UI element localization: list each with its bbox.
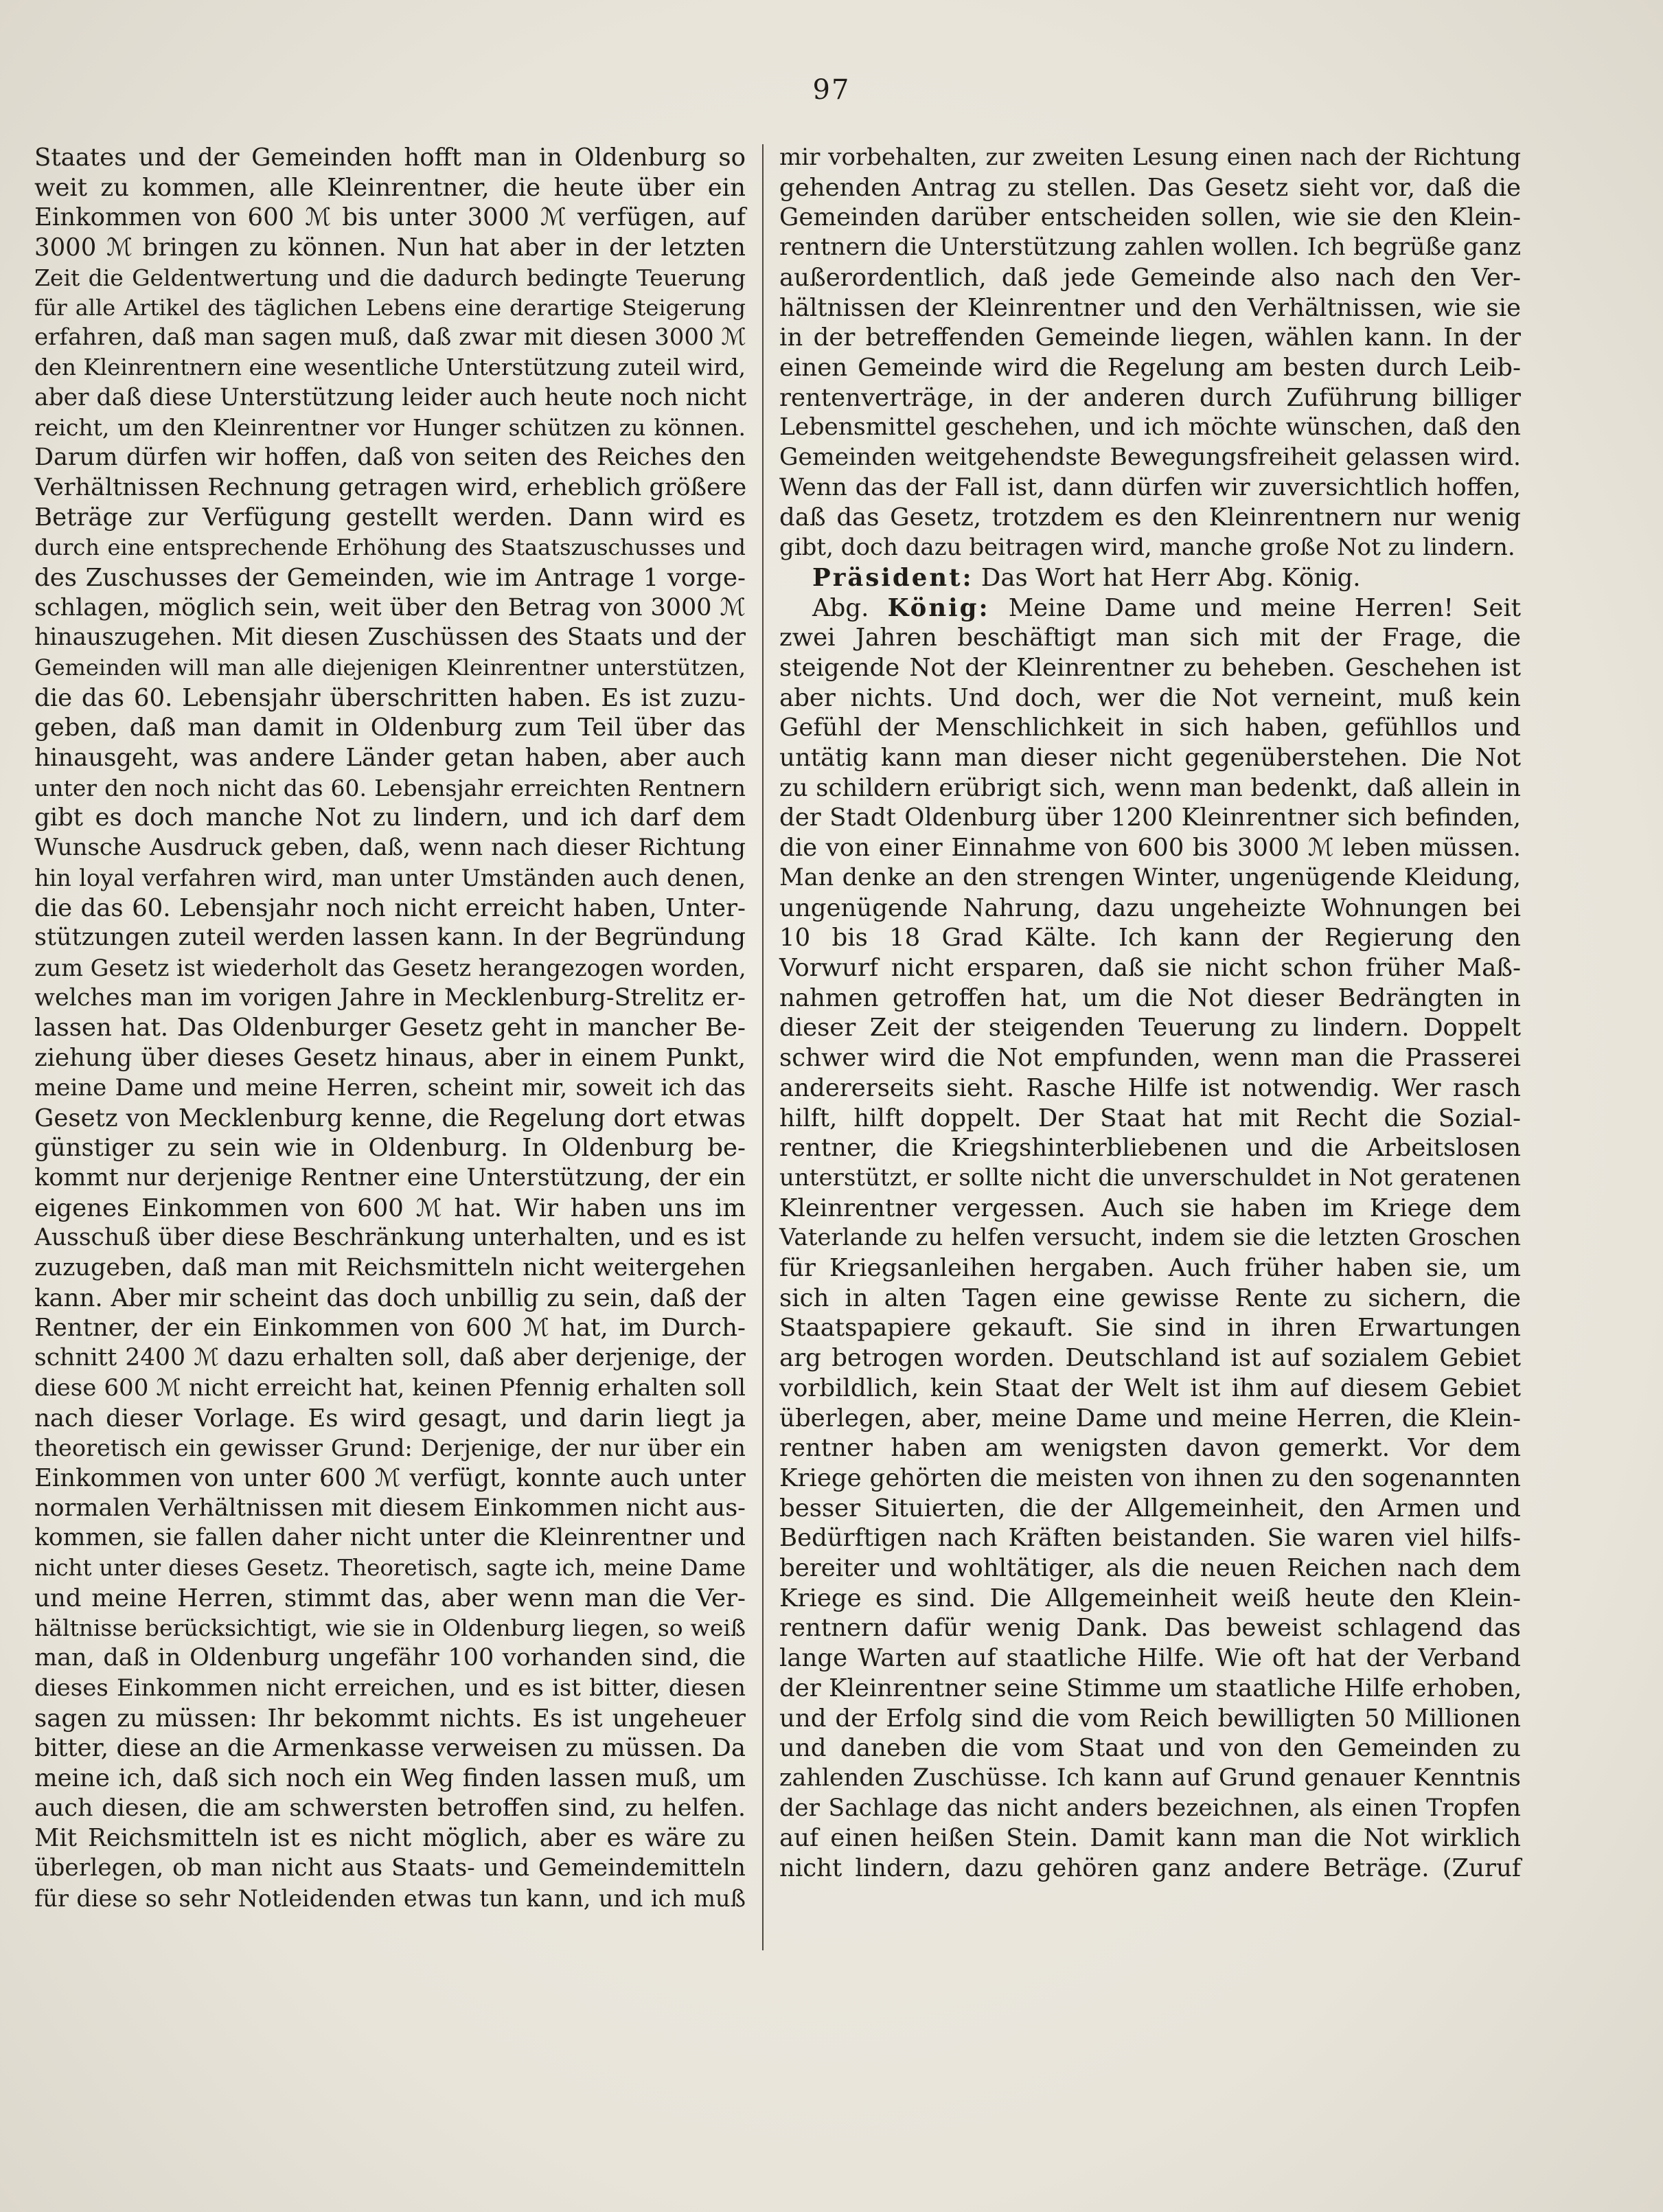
text-line: Einkommen von 600 ℳ bis unter 3000 ℳ verfügen, auf <box>34 203 746 232</box>
text-line: Darum dürfen wir hoffen, daß von seiten des Reiches den <box>34 444 746 472</box>
text-line: welches man im vorigen Jahre in Mecklenburg-Strelitz er- <box>34 983 746 1012</box>
text-line: untätig kann man dieser nicht gegenüberstehen. Die Not <box>779 744 1521 773</box>
text-line: ziehung über dieses Gesetz hinaus, aber in einem Punkt, <box>34 1044 746 1073</box>
text-line: nach dieser Vorlage. Es wird gesagt, und darin liegt ja <box>34 1404 746 1433</box>
text-line: für diese so sehr Notleidenden etwas tun kann, und ich muß <box>34 1884 746 1912</box>
text-line: der Sachlage das nicht anders bezeichnen, als einen Tropfen <box>779 1794 1521 1822</box>
text-line: schwer wird die Not empfunden, wenn man die Prasserei <box>779 1044 1521 1073</box>
text-line: hältnisse berücksichtigt, wie sie in Oldenburg liegen, so weiß <box>34 1615 746 1642</box>
text-line: kann. Aber mir scheint das doch unbillig zu sein, daß der <box>34 1284 746 1312</box>
text-line: lange Warten auf staatliche Hilfe. Wie oft hat der Verband <box>779 1644 1521 1673</box>
text-line: unter den noch nicht das 60. Lebensjahr erreichten Rentnern <box>34 774 746 801</box>
text-line: und der Erfolg sind die vom Reich bewilligten 50 Millionen <box>779 1704 1521 1733</box>
text-line: rentner haben am wenigsten davon gemerkt. Vor dem <box>779 1434 1521 1463</box>
text-line: meine Dame und meine Herren, scheint mir, soweit ich das <box>34 1073 746 1102</box>
text-line: weit zu kommen, alle Kleinrentner, die heute über ein <box>34 173 746 202</box>
left-column <box>34 143 746 1913</box>
text-line: für Kriegsanleihen hergaben. Auch früher haben sie, um <box>779 1254 1521 1283</box>
text-line: steigende Not der Kleinrentner zu beheben. Geschehen ist <box>779 653 1521 682</box>
column-divider <box>762 144 764 1950</box>
text-line: überlegen, ob man nicht aus Staats- und Gemeindemitteln <box>34 1854 746 1882</box>
speaker-president: Präsident: <box>812 563 974 592</box>
text-line: Gefühl der Menschlichkeit in sich haben, gefühllos und <box>779 714 1521 742</box>
text-line: Lebensmittel geschehen, und ich möchte wünschen, daß den <box>779 413 1521 442</box>
text-line: Wenn das der Fall ist, dann dürfen wir zuversichtlich hoffen, <box>779 473 1521 501</box>
text-line: dieser Zeit der steigenden Teuerung zu lindern. Doppelt <box>779 1014 1521 1042</box>
text-line: andererseits sieht. Rasche Hilfe ist notwendig. Wer rasch <box>779 1073 1521 1102</box>
text-line: auf einen heißen Stein. Damit kann man die Not wirklich <box>779 1824 1521 1853</box>
text-line: rentnern die Unterstützung zahlen wollen. Ich begrüße ganz <box>779 233 1522 262</box>
text-line: gibt es doch manche Not zu lindern, und ich darf dem <box>34 803 746 832</box>
president-line <box>779 563 1521 593</box>
text-line: und daneben die vom Staat und von den Gemeinden zu <box>779 1734 1521 1763</box>
right-column <box>779 143 1521 1884</box>
text-line: 3000 ℳ bringen zu können. Nun hat aber in der letzten <box>34 233 746 262</box>
text-line: Verhältnissen Rechnung getragen wird, erheblich größere <box>34 473 747 501</box>
text-line: Kleinrentner vergessen. Auch sie haben im Kriege dem <box>779 1194 1521 1222</box>
text-line: Rentner, der ein Einkommen von 600 ℳ hat, im Durch- <box>34 1314 746 1343</box>
text-line: bitter, diese an die Armenkasse verweisen zu müssen. Da <box>34 1734 746 1763</box>
text-line: zwei Jahren beschäftigt man sich mit der Frage, die <box>779 624 1521 652</box>
koenig-opening: Meine Dame und meine Herren! Seit <box>989 593 1521 622</box>
speaker-koenig: König: <box>887 593 990 622</box>
speaker-prefix: Abg. <box>812 593 888 622</box>
text-line: schlagen, möglich sein, weit über den Betrag von 3000 ℳ <box>34 593 746 622</box>
text-line: unterstützt, er sollte nicht die unverschuldet in Not geratenen <box>779 1163 1521 1191</box>
text-line: die das 60. Lebensjahr noch nicht erreicht haben, Unter- <box>34 893 746 922</box>
text-line: mir vorbehalten, zur zweiten Lesung einen nach der Richtung <box>779 144 1521 171</box>
text-line: rentenverträge, in der anderen durch Zuführung billiger <box>779 383 1521 412</box>
text-line: des Zuschusses der Gemeinden, wie im Antrage 1 vorge- <box>34 563 746 592</box>
text-line: hältnissen der Kleinrentner und den Verhältnissen, wie sie <box>779 293 1521 322</box>
text-line: durch eine entsprechende Erhöhung des Staatszuschusses und <box>34 534 746 561</box>
text-line: nicht lindern, dazu gehören ganz andere Beträge. (Zuruf <box>779 1854 1521 1883</box>
text-line: einen Gemeinde wird die Regelung am besten durch Leib- <box>779 353 1521 382</box>
text-line: überlegen, aber, meine Dame und meine Herren, die Klein- <box>779 1404 1521 1433</box>
paragraph-koenig <box>779 623 1521 1884</box>
text-line: gehenden Antrag zu stellen. Das Gesetz sieht vor, daß die <box>779 173 1521 202</box>
text-line: Ausschuß über diese Beschränkung unterhalten, und es ist <box>34 1224 746 1252</box>
text-line: reicht, um den Kleinrentner vor Hunger schützen zu können. <box>34 414 746 442</box>
text-line: besser Situierten, die der Allgemeinheit, den Armen und <box>779 1494 1521 1523</box>
page-number: 97 <box>812 74 851 106</box>
text-line: günstiger zu sein wie in Oldenburg. In Oldenburg be- <box>34 1134 746 1163</box>
text-line: man, daß in Oldenburg ungefähr 100 vorhanden sind, die <box>34 1644 746 1672</box>
paragraph-intro <box>779 143 1521 563</box>
text-line: normalen Verhältnissen mit diesem Einkommen nicht aus- <box>34 1494 746 1522</box>
president-statement: Das Wort hat Herr Abg. König. <box>973 563 1361 592</box>
text-line: meine ich, daß sich noch ein Weg finden lassen muß, um <box>34 1764 746 1792</box>
text-line: Kriege es sind. Die Allgemeinheit weiß heute den Klein- <box>779 1584 1521 1612</box>
text-line: bereiter und wohltätiger, als die neuen Reichen nach dem <box>779 1554 1521 1583</box>
text-line: Gemeinden will man alle diejenigen Kleinrentner unterstützen, <box>34 654 746 681</box>
text-line: gibt, doch dazu beitragen wird, manche große Not zu lindern. <box>779 534 1515 562</box>
text-line: und meine Herren, stimmt das, aber wenn man die Ver- <box>34 1584 746 1612</box>
text-line: Vorwurf nicht ersparen, daß sie nicht schon früher Maß- <box>779 953 1521 982</box>
text-line: hilft, hilft doppelt. Der Staat hat mit Recht die Sozial- <box>779 1104 1521 1132</box>
text-line: aber nichts. Und doch, wer die Not verneint, muß kein <box>779 683 1521 712</box>
text-line: theoretisch ein gewisser Grund: Derjenige, der nur über ein <box>34 1435 746 1462</box>
text-line: zuzugeben, daß man mit Reichsmitteln nicht weitergehen <box>34 1254 746 1282</box>
text-line: die das 60. Lebensjahr überschritten haben. Es ist zuzu- <box>34 683 746 712</box>
text-line: daß das Gesetz, trotzdem es den Kleinrentnern nur wenig <box>779 503 1521 532</box>
text-line: rentner, die Kriegshinterbliebenen und die Arbeitslosen <box>779 1134 1521 1163</box>
text-line: hinausgeht, was andere Länder getan haben, aber auch <box>34 744 746 773</box>
text-line: hinauszugehen. Mit diesen Zuschüssen des Staats und der <box>34 624 746 652</box>
text-line: der Stadt Oldenburg über 1200 Kleinrentner sich befinden, <box>779 803 1521 832</box>
text-line: die von einer Einnahme von 600 bis 3000 ℳ leben müssen. <box>779 834 1521 863</box>
text-line: Einkommen von unter 600 ℳ verfügt, konnte auch unter <box>34 1463 746 1492</box>
text-line: Zeit die Geldentwertung und die dadurch bedingte Teuerung <box>34 264 746 291</box>
text-line: lassen hat. Das Oldenburger Gesetz geht in mancher Be- <box>34 1014 746 1042</box>
text-line: zu schildern erübrigt sich, wenn man bedenkt, daß allein in <box>779 773 1521 802</box>
text-line: schnitt 2400 ℳ dazu erhalten soll, daß aber derjenige, der <box>34 1344 746 1372</box>
text-line: hin loyal verfahren wird, man unter Umständen auch denen, <box>34 864 746 891</box>
text-line: Kriege gehörten die meisten von ihnen zu den sogenannten <box>779 1463 1521 1492</box>
text-line: diese 600 ℳ nicht erreicht hat, keinen Pfennig erhalten soll <box>34 1373 746 1402</box>
text-line: für alle Artikel des täglichen Lebens eine derartige Steigerung <box>34 294 746 321</box>
text-line: kommt nur derjenige Rentner eine Unterstützung, der ein <box>34 1163 746 1191</box>
text-line: Wunsche Ausdruck geben, daß, wenn nach dieser Richtung <box>34 834 746 862</box>
text-line: zum Gesetz ist wiederholt das Gesetz herangezogen worden, <box>34 954 746 981</box>
text-line: Mit Reichsmitteln ist es nicht möglich, aber es wäre zu <box>34 1824 746 1853</box>
text-line: sagen zu müssen: Ihr bekommt nichts. Es ist ungeheuer <box>34 1704 746 1733</box>
text-line: rentnern dafür wenig Dank. Das beweist schlagend das <box>779 1614 1521 1643</box>
text-line: Gemeinden darüber entscheiden sollen, wie sie den Klein- <box>779 203 1521 232</box>
text-line: Gesetz von Mecklenburg kenne, die Regelung dort etwas <box>34 1104 746 1132</box>
text-line: Vaterlande zu helfen versucht, indem sie die letzten Groschen <box>779 1224 1521 1252</box>
koenig-first-line <box>779 593 1521 624</box>
text-line: Staates und der Gemeinden hofft man in Oldenburg so <box>34 144 746 172</box>
text-line: Beträge zur Verfügung gestellt werden. Dann wird es <box>34 503 746 532</box>
text-line: außerordentlich, daß jede Gemeinde also nach den Ver- <box>779 263 1521 292</box>
text-line: sich in alten Tagen eine gewisse Rente zu sichern, die <box>779 1284 1521 1312</box>
text-line: vorbildlich, kein Staat der Welt ist ihm auf diesem Gebiet <box>779 1373 1521 1402</box>
text-line: eigenes Einkommen von 600 ℳ hat. Wir haben uns im <box>34 1194 746 1222</box>
text-line: kommen, sie fallen daher nicht unter die Kleinrentner und <box>34 1524 746 1552</box>
text-line: zahlenden Zuschüsse. Ich kann auf Grund genauer Kenntnis <box>779 1764 1521 1792</box>
text-line: nahmen getroffen hat, um die Not dieser Bedrängten in <box>779 983 1521 1012</box>
text-line: Man denke an den strengen Winter, ungenügende Kleidung, <box>779 863 1521 891</box>
text-line: arg betrogen worden. Deutschland ist auf sozialem Gebiet <box>779 1344 1521 1373</box>
text-line: 10 bis 18 Grad Kälte. Ich kann der Regierung den <box>779 924 1521 953</box>
text-line: auch diesen, die am schwersten betroffen sind, zu helfen. <box>34 1794 746 1822</box>
text-line: Bedürftigen nach Kräften beistanden. Sie waren viel hilfs- <box>779 1524 1521 1553</box>
text-line: den Kleinrentnern eine wesentliche Unterstützung zuteil wird, <box>34 354 746 380</box>
text-line: ungenügende Nahrung, dazu ungeheizte Wohnungen bei <box>779 893 1521 922</box>
text-line: der Kleinrentner seine Stimme um staatliche Hilfe erhoben, <box>779 1674 1522 1702</box>
text-line: dieses Einkommen nicht erreichen, und es ist bitter, diesen <box>34 1674 746 1702</box>
text-line: stützungen zuteil werden lassen kann. In der Begründung <box>34 924 746 952</box>
text-line: erfahren, daß man sagen muß, daß zwar mit diesen 3000 ℳ <box>34 323 746 352</box>
text-line: in der betreffenden Gemeinde liegen, wählen kann. In der <box>779 323 1521 352</box>
text-line: nicht unter dieses Gesetz. Theoretisch, sagte ich, meine Dame <box>34 1555 746 1582</box>
text-line: geben, daß man damit in Oldenburg zum Teil über das <box>34 714 746 742</box>
text-line: aber daß diese Unterstützung leider auch heute noch nicht <box>34 383 747 411</box>
text-line: Staatspapiere gekauft. Sie sind in ihren Erwartungen <box>779 1314 1521 1343</box>
text-line: Gemeinden weitgehendste Bewegungsfreiheit gelassen wird. <box>779 444 1521 472</box>
